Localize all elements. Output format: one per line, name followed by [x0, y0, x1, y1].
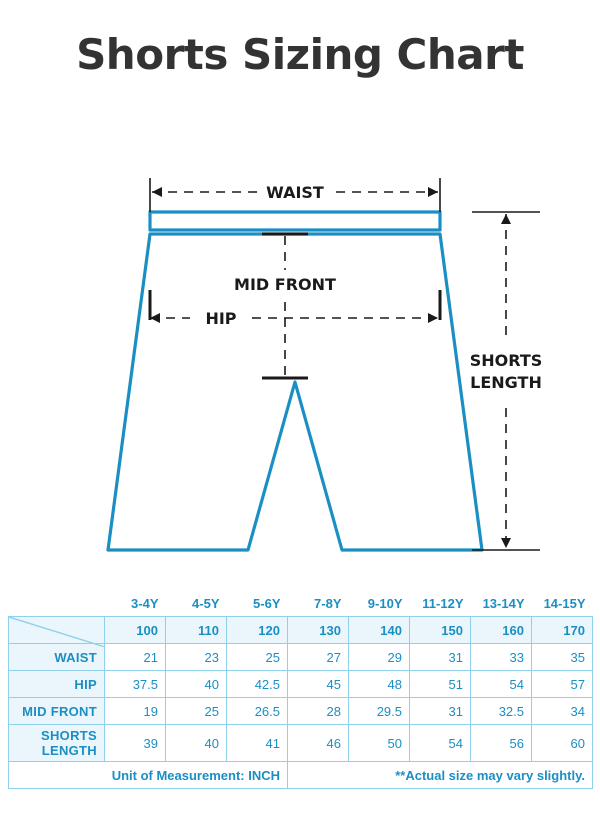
table-corner-diagonal — [9, 617, 105, 644]
waist-arrow-right — [428, 187, 438, 197]
table-cell: 40 — [166, 725, 227, 762]
size-header-cell: 150 — [410, 617, 471, 644]
row-label-hip: HIP — [9, 671, 105, 698]
table-cell: 33 — [471, 644, 532, 671]
footer-disclaimer-note: **Actual size may vary slightly. — [288, 762, 593, 789]
hip-arrow-right — [428, 313, 438, 323]
shorts-length-label-line1: SHORTS — [469, 351, 543, 370]
table-cell: 37.5 — [105, 671, 166, 698]
table-cell: 19 — [105, 698, 166, 725]
table-row — [9, 725, 593, 762]
table-cell: 42.5 — [227, 671, 288, 698]
footer-unit-note: Unit of Measurement: INCH — [9, 762, 288, 789]
row-label-mid-front: MID FRONT — [9, 698, 105, 725]
table-cell: 34 — [532, 698, 593, 725]
size-header-cell: 110 — [166, 617, 227, 644]
shorts-outline-shape — [108, 212, 482, 550]
row-label-shorts-length: SHORTS LENGTH — [9, 725, 105, 762]
age-header-cell: 5-6Y — [227, 590, 288, 617]
table-cell: 25 — [227, 644, 288, 671]
size-header-cell: 160 — [471, 617, 532, 644]
garment-notch-ticks — [150, 234, 440, 378]
table-cell: 51 — [410, 671, 471, 698]
mid-front-label: MID FRONT — [234, 275, 336, 294]
corner-diagonal-line — [9, 617, 105, 647]
table-cell: 57 — [532, 671, 593, 698]
age-header-cell: 13-14Y — [471, 590, 532, 617]
table-cell: 39 — [105, 725, 166, 762]
size-header-cell: 120 — [227, 617, 288, 644]
shorts-diagram — [0, 150, 600, 580]
size-header-cell: 170 — [532, 617, 593, 644]
sizing-table-wrapper — [8, 590, 592, 789]
table-cell: 46 — [288, 725, 349, 762]
table-row — [9, 644, 593, 671]
table-cell: 54 — [410, 725, 471, 762]
table-row — [9, 698, 593, 725]
shorts-length-arrow-bottom — [501, 538, 511, 548]
sizing-table — [8, 590, 593, 789]
shorts-length-arrow-top — [501, 214, 511, 224]
table-cell: 60 — [532, 725, 593, 762]
table-cell: 31 — [410, 698, 471, 725]
table-cell: 35 — [532, 644, 593, 671]
table-cell: 50 — [349, 725, 410, 762]
table-cell: 23 — [166, 644, 227, 671]
table-cell: 31 — [410, 644, 471, 671]
table-cell: 28 — [288, 698, 349, 725]
hip-label: HIP — [205, 309, 237, 328]
age-header-cell: 4-5Y — [166, 590, 227, 617]
age-header-corner — [9, 590, 105, 617]
table-cell: 27 — [288, 644, 349, 671]
table-row-age-header — [9, 590, 593, 617]
age-header-cell: 9-10Y — [349, 590, 410, 617]
size-header-cell: 140 — [349, 617, 410, 644]
table-cell: 48 — [349, 671, 410, 698]
page-title: Shorts Sizing Chart — [76, 30, 524, 79]
table-cell: 29.5 — [349, 698, 410, 725]
table-cell: 21 — [105, 644, 166, 671]
table-cell: 45 — [288, 671, 349, 698]
table-cell: 56 — [471, 725, 532, 762]
table-footer-row — [9, 762, 593, 789]
table-cell: 54 — [471, 671, 532, 698]
age-header-cell: 3-4Y — [105, 590, 166, 617]
shorts-length-label-line2: LENGTH — [470, 373, 542, 392]
size-header-cell: 100 — [105, 617, 166, 644]
age-header-cell: 14-15Y — [532, 590, 593, 617]
table-row — [9, 671, 593, 698]
size-header-cell: 130 — [288, 617, 349, 644]
table-cell: 25 — [166, 698, 227, 725]
age-header-cell: 7-8Y — [288, 590, 349, 617]
table-cell: 40 — [166, 671, 227, 698]
waist-arrow-left — [152, 187, 162, 197]
table-row-size-header — [9, 617, 593, 644]
table-cell: 41 — [227, 725, 288, 762]
table-cell: 32.5 — [471, 698, 532, 725]
row-label-waist: WAIST — [9, 644, 105, 671]
age-header-cell: 11-12Y — [410, 590, 471, 617]
waist-label: WAIST — [266, 183, 324, 202]
table-cell: 29 — [349, 644, 410, 671]
table-cell: 26.5 — [227, 698, 288, 725]
